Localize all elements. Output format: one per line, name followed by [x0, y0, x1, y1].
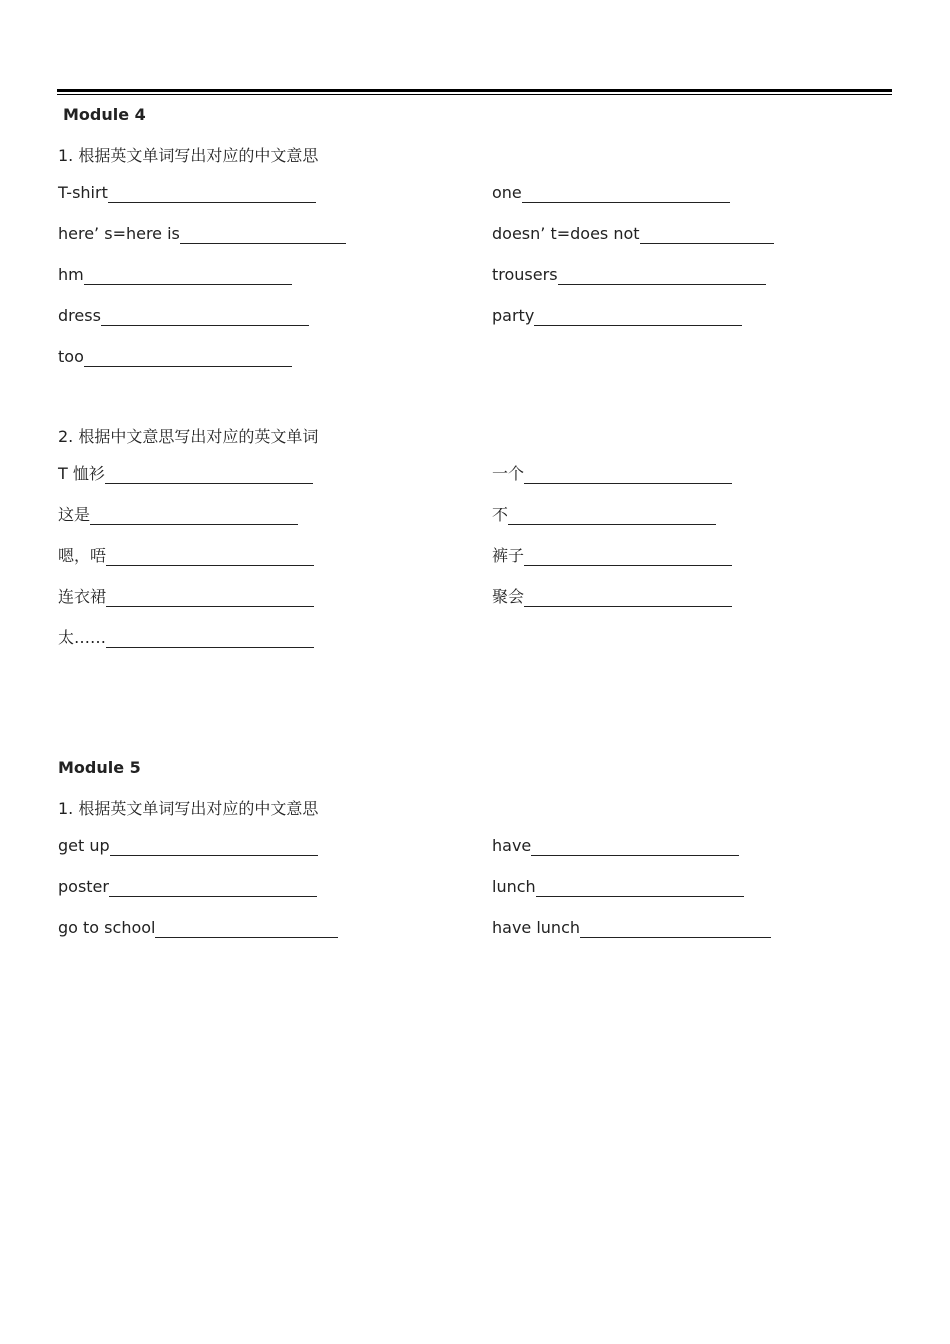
answer-blank[interactable]: [106, 548, 314, 566]
answer-blank[interactable]: [155, 920, 338, 938]
m4-q1-item-heres: [58, 224, 346, 244]
item-label: get up: [58, 836, 110, 855]
m4-q1-item-one: [492, 183, 730, 203]
answer-blank[interactable]: [90, 507, 298, 525]
item-label: T-shirt: [58, 183, 108, 202]
answer-blank[interactable]: [101, 308, 309, 326]
m4-q2-item-hm: [58, 546, 314, 566]
m4-q2-item-party: [492, 587, 732, 607]
answer-blank[interactable]: [109, 879, 317, 897]
m5-q1-item-get-up: [58, 836, 318, 856]
answer-blank[interactable]: [508, 507, 716, 525]
m4-q2-item-not: [492, 505, 716, 525]
item-label: lunch: [492, 877, 536, 896]
m4-q1-item-too: [58, 347, 292, 367]
item-label: 太……: [58, 628, 107, 647]
m4-q1-item-trousers: [492, 265, 766, 285]
item-label: 裤子: [492, 546, 525, 565]
m4-q1-item-hm: [58, 265, 292, 285]
item-label: T 恤衫: [58, 464, 105, 483]
answer-blank[interactable]: [558, 267, 766, 285]
m4-q2-item-tshirt: [58, 464, 313, 484]
m5-q1-item-have-lunch: [492, 918, 771, 938]
item-label: 一个: [492, 464, 525, 483]
answer-blank[interactable]: [534, 308, 742, 326]
m5-q1-item-go-to-school: [58, 918, 338, 938]
answer-blank[interactable]: [522, 185, 730, 203]
answer-blank[interactable]: [108, 185, 316, 203]
answer-blank[interactable]: [105, 466, 313, 484]
answer-blank[interactable]: [84, 349, 292, 367]
item-label: here’ s=here is: [58, 224, 180, 243]
answer-blank[interactable]: [106, 589, 314, 607]
m5-q1-item-have: [492, 836, 739, 856]
m4-q1-item-tshirt: [58, 183, 316, 203]
answer-blank[interactable]: [106, 630, 314, 648]
item-label: doesn’ t=does not: [492, 224, 640, 243]
answer-blank[interactable]: [536, 879, 744, 897]
item-label: 嗯，唔: [58, 546, 107, 565]
m4-q2-item-this-is: [58, 505, 298, 525]
item-label: dress: [58, 306, 101, 325]
item-label: too: [58, 347, 84, 366]
item-label: one: [492, 183, 522, 202]
answer-blank[interactable]: [524, 589, 732, 607]
answer-blank[interactable]: [640, 226, 774, 244]
m4-q1-item-dress: [58, 306, 309, 326]
item-label: have lunch: [492, 918, 581, 937]
answer-blank[interactable]: [580, 920, 771, 938]
m4-q2-item-one: [492, 464, 732, 484]
item-label: 不: [492, 505, 509, 524]
m5-q1-item-poster: [58, 877, 317, 897]
m4-q2-instruction: 2. 根据中文意思写出对应的英文单词: [58, 427, 319, 446]
answer-blank[interactable]: [524, 548, 732, 566]
item-label: 聚会: [492, 587, 525, 606]
answer-blank[interactable]: [180, 226, 346, 244]
item-label: hm: [58, 265, 84, 284]
item-label: go to school: [58, 918, 156, 937]
m4-q2-item-dress: [58, 587, 314, 607]
answer-blank[interactable]: [531, 838, 739, 856]
m5-q1-instruction: 1. 根据英文单词写出对应的中文意思: [58, 799, 319, 818]
item-label: have: [492, 836, 532, 855]
item-label: poster: [58, 877, 109, 896]
item-label: trousers: [492, 265, 558, 284]
item-label: 连衣裙: [58, 587, 107, 606]
module-4-title: Module 4: [63, 105, 146, 124]
m4-q1-item-party: [492, 306, 742, 326]
m4-q2-item-trousers: [492, 546, 732, 566]
m5-q1-item-lunch: [492, 877, 744, 897]
item-label: party: [492, 306, 535, 325]
answer-blank[interactable]: [110, 838, 318, 856]
answer-blank[interactable]: [524, 466, 732, 484]
m4-q1-item-doesnt: [492, 224, 774, 244]
item-label: 这是: [58, 505, 91, 524]
module-5-title: Module 5: [58, 758, 141, 777]
m4-q2-item-too: [58, 628, 314, 648]
answer-blank[interactable]: [84, 267, 292, 285]
header-rule: [57, 89, 892, 95]
m4-q1-instruction: 1. 根据英文单词写出对应的中文意思: [58, 146, 319, 165]
